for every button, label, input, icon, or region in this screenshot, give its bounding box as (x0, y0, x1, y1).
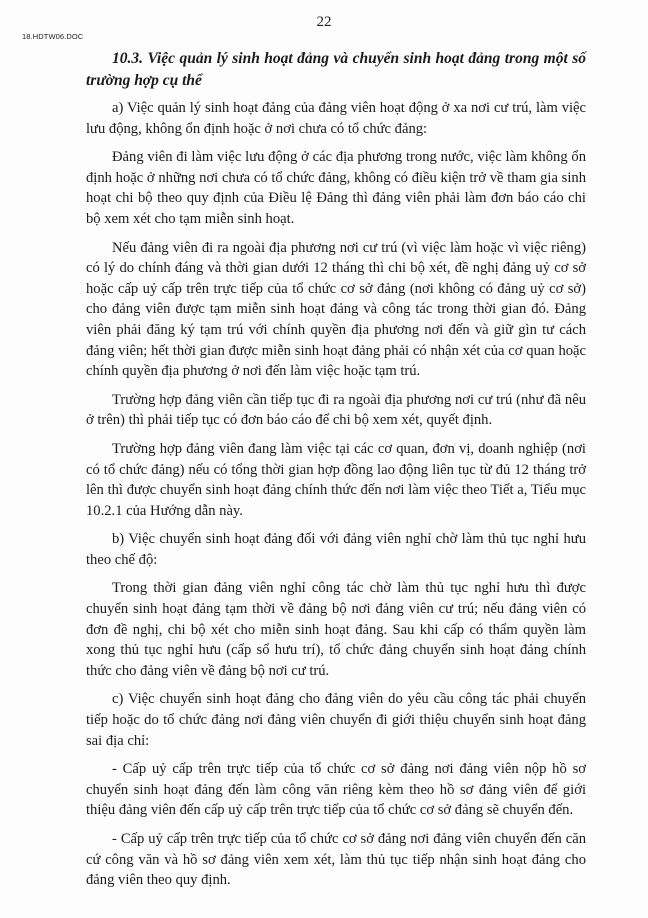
document-body (86, 48, 586, 899)
document-filename: 18.HDTW06.DOC (22, 32, 84, 41)
section-heading: 10.3. Việc quản lý sinh hoạt đảng và chuyển sinh hoạt đảng trong một số trường hợp cụ thể (86, 50, 586, 89)
paragraph: Trường hợp đảng viên đang làm việc tại các cơ quan, đơn vị, doanh nghiệp (nơi có tổ chức đảng) nếu có tổng thời gian hợp đồng lao động liên tục từ đủ 12 tháng trở lên thì được chuyển sinh hoạt đảng chính thức đến nơi làm việc theo Tiết a, Tiểu mục 10.2.1 của Hướng dẫn này. (86, 440, 586, 519)
paragraph: Đảng viên đi làm việc lưu động ở các địa phương trong nước, việc làm không ổn định hoặc ở những nơi chưa có tổ chức đảng, không có điều kiện trở về tham gia sinh hoạt chi bộ theo quy định của Điều lệ Đảng thì đảng viên phải làm đơn báo cáo chi bộ xem xét cho tạm miễn sinh hoạt. (86, 149, 586, 227)
paragraph: Trong thời gian đảng viên nghỉ công tác chờ làm thủ tục nghỉ hưu thì được chuyển sinh hoạt đảng tạm thời về đảng bộ nơi đảng viên cư trú; nếu đảng viên có đơn đề nghị, chi bộ xét cho miễn sinh hoạt đảng. Sau khi cấp có thẩm quyền làm xong thủ tục nghỉ hưu (cấp sổ hưu trí), tổ chức đảng chuyển sinh hoạt đảng chính thức cho đảng viên về đảng bộ nơi cư trú. (86, 580, 586, 679)
paragraph: Nếu đảng viên đi ra ngoài địa phương nơi cư trú (vì việc làm hoặc vì việc riêng) có lý do chính đáng và thời gian dưới 12 tháng thì chi bộ xét, đề nghị đảng uỷ cơ sở hoặc cấp uỷ cấp trên trực tiếp của tổ chức cơ sở đảng (nơi không có đảng uỷ cơ sở) cho đảng viên được tạm miễn sinh hoạt đảng và công tác trong thời gian đó. Đảng viên phải đăng ký tạm trú với chính quyền địa phương nơi đến và giữ gìn tư cách đảng viên; hết thời gian được miễn sinh hoạt đảng phải có nhận xét của cơ quan hoặc chính quyền địa phương ở nơi đến làm việc hoặc tạm trú. (86, 239, 586, 380)
bullet-paragraph: - Cấp uỷ cấp trên trực tiếp của tổ chức cơ sở đảng nơi đảng viên nộp hồ sơ chuyển sinh hoạt đảng đến làm công văn riêng kèm theo hồ sơ đảng viên để giới thiệu đảng viên đến cấp uỷ cấp trên trực tiếp của tổ chức cơ sở đảng sẽ chuyển đến. (86, 761, 586, 819)
paragraph-a-intro: a) Việc quản lý sinh hoạt đảng của đảng viên hoạt động ở xa nơi cư trú, làm việc lưu động, không ổn định hoặc ở nơi chưa có tổ chức đảng: (86, 100, 586, 137)
paragraph-b-intro: b) Việc chuyển sinh hoạt đảng đối với đảng viên nghỉ chờ làm thủ tục nghỉ hưu theo chế độ: (86, 531, 586, 568)
bullet-paragraph: - Cấp uỷ cấp trên trực tiếp của tổ chức cơ sở đảng nơi đảng viên chuyển đến căn cứ công văn và hồ sơ đảng viên xem xét, làm thủ tục tiếp nhận sinh hoạt đảng cho đảng viên theo quy định. (86, 831, 586, 889)
paragraph: Trường hợp đảng viên cần tiếp tục đi ra ngoài địa phương nơi cư trú (như đã nêu ở trên) thì phải tiếp tục có đơn báo cáo để chi bộ xem xét, quyết định. (86, 391, 586, 429)
page-number: 22 (316, 14, 332, 30)
paragraph-c-intro: c) Việc chuyển sinh hoạt đảng cho đảng viên do yêu cầu công tác phải chuyển tiếp hoặc do tổ chức đảng nơi đảng viên chuyển đi giới thiệu chuyển sinh hoạt đảng sai địa chỉ: (86, 691, 586, 749)
